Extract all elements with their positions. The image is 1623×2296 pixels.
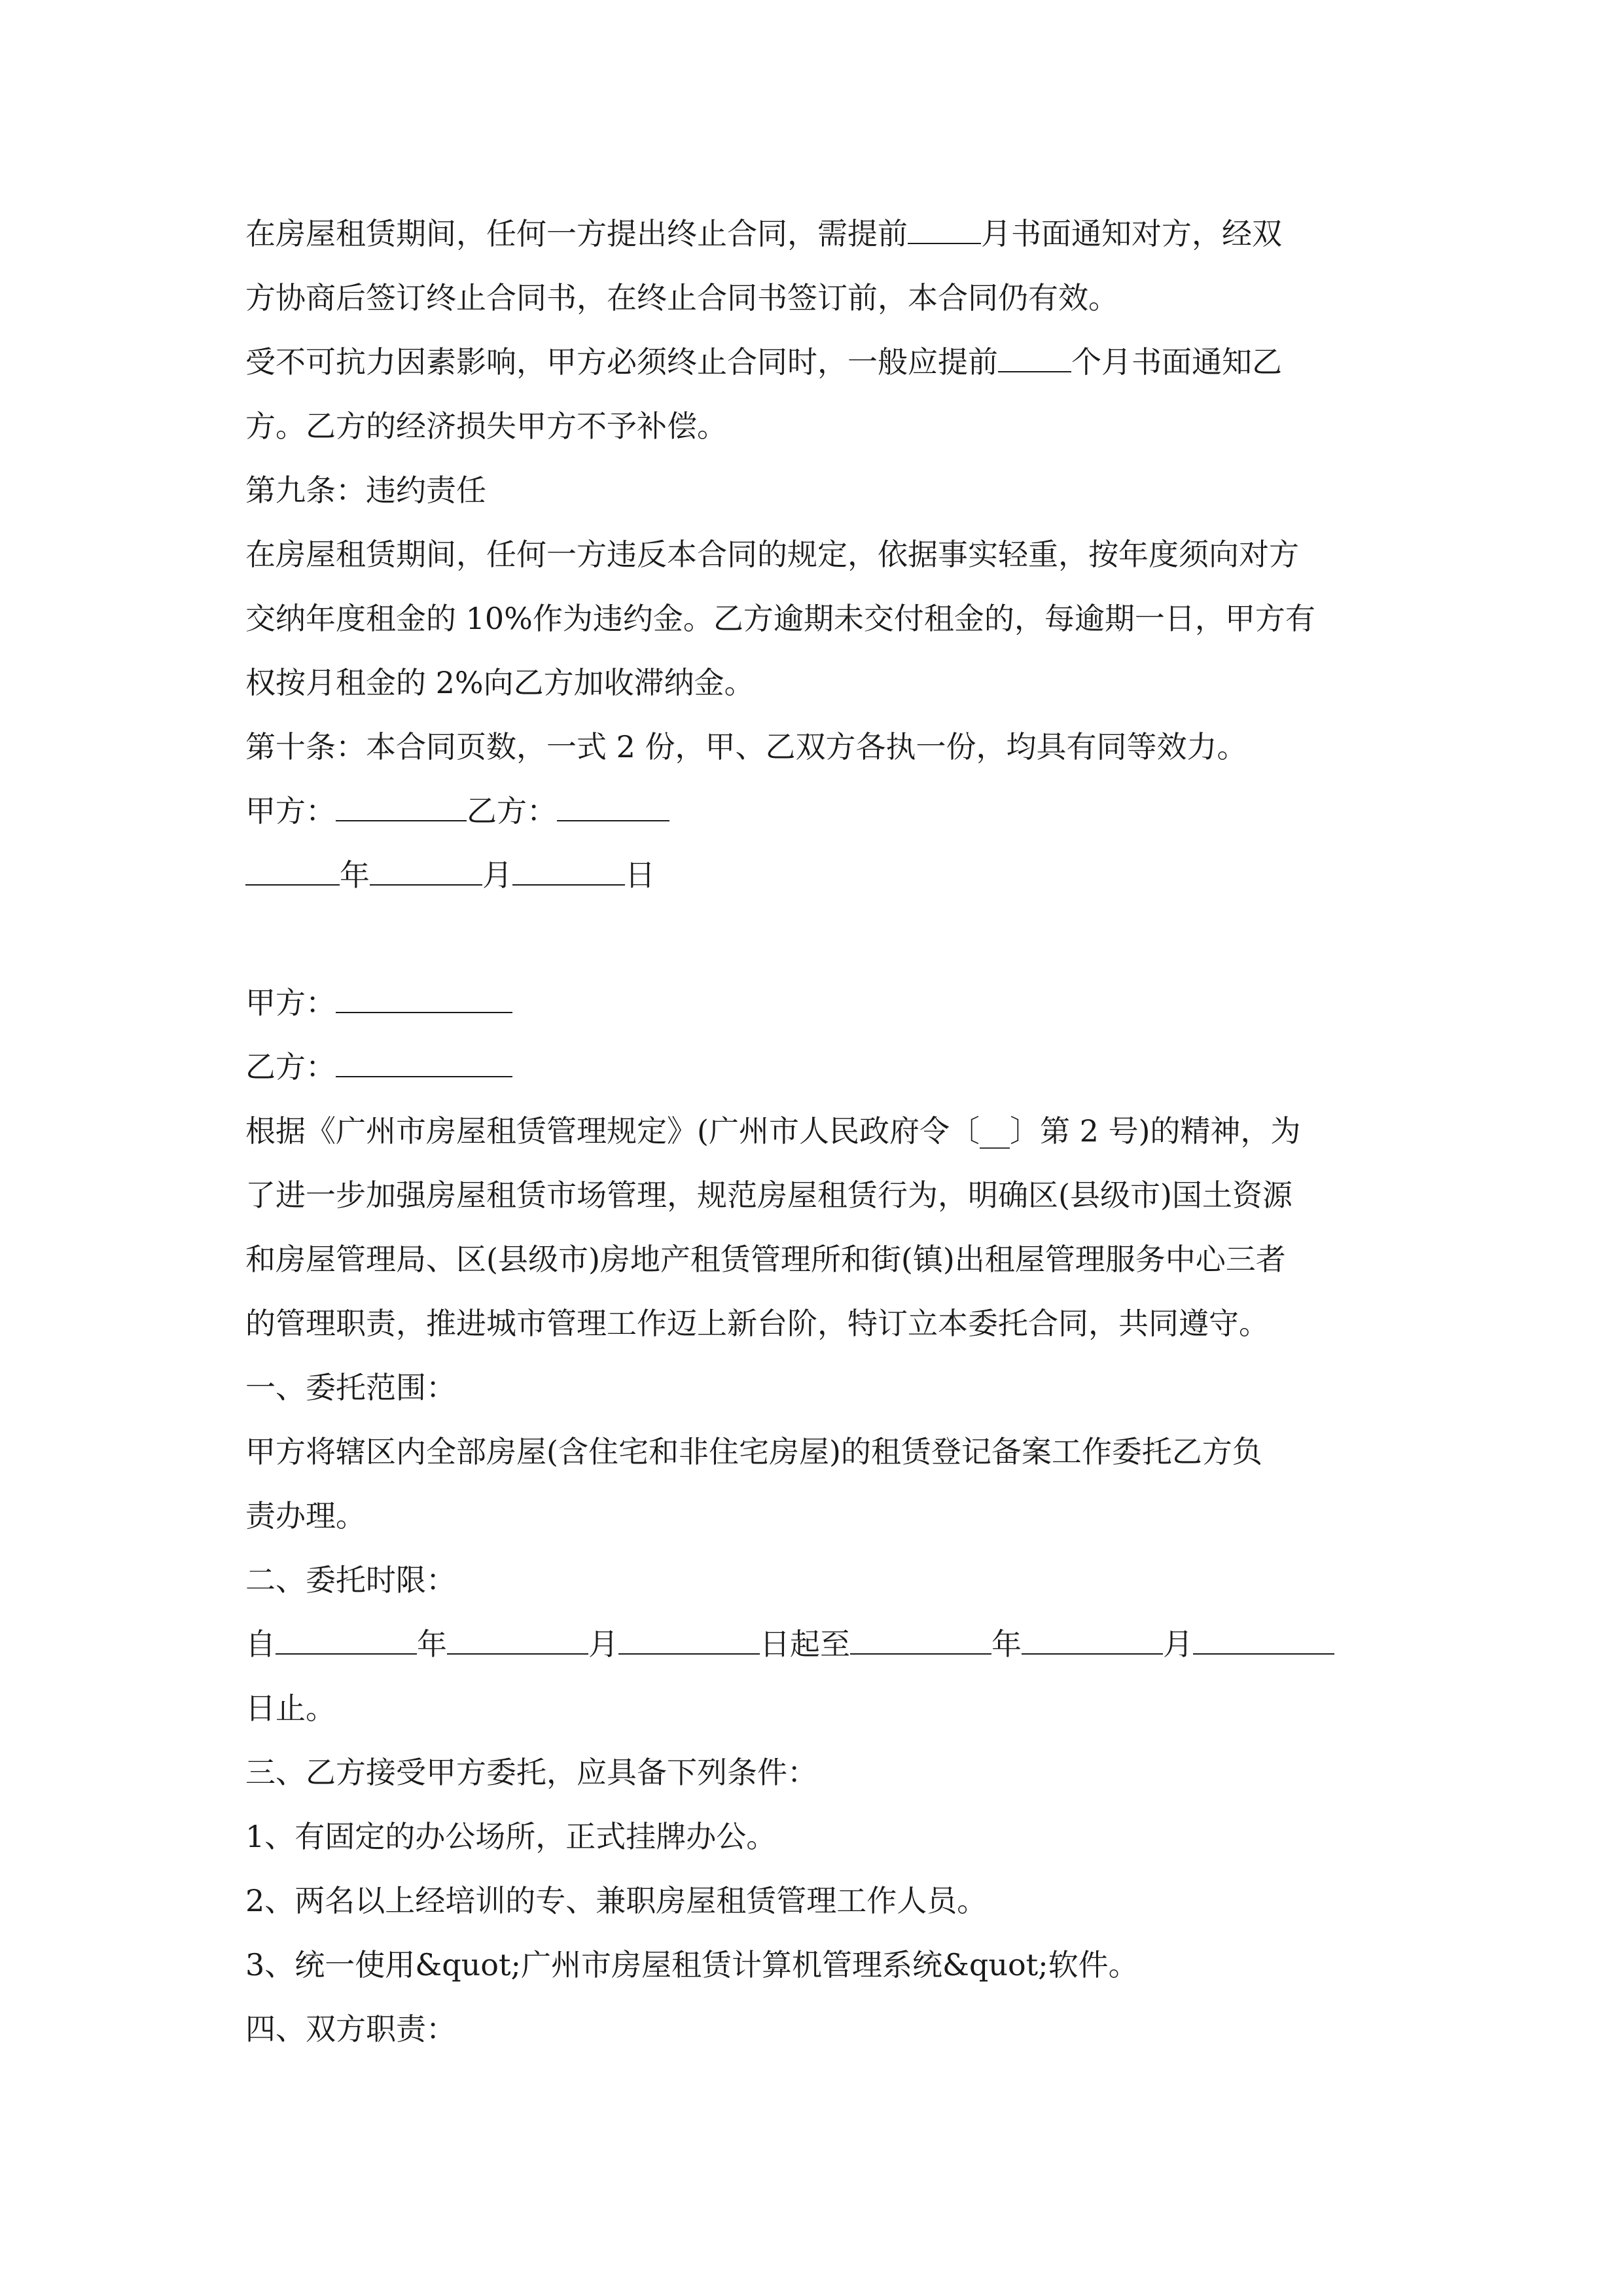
paragraph-line: 日止。 — [245, 1691, 336, 1726]
paragraph-line: 交纳年度租金的 10%作为违约金。乙方逾期未交付租金的，每逾期一日，甲方有 — [245, 601, 1315, 636]
section-heading: 一、委托范围： — [245, 1370, 456, 1405]
party-b-blank — [557, 797, 669, 821]
section-heading: 三、乙方接受甲方委托，应具备下列条件： — [245, 1755, 817, 1790]
list-item: 2、两名以上经培训的专、兼职房屋租赁管理工作人员。 — [245, 1883, 988, 1918]
party-b-blank — [336, 1052, 512, 1077]
paragraph-line: 方。乙方的经济损失甲方不予补偿。 — [245, 408, 727, 444]
year-blank — [245, 861, 340, 886]
section-heading: 二、委托时限： — [245, 1562, 456, 1598]
paragraph-line: 和房屋管理局、区(县级市)房地产租赁管理所和街(镇)出租屋管理服务中心三者 — [245, 1242, 1286, 1277]
party-a-blank — [336, 988, 512, 1013]
section-gap — [245, 907, 1381, 971]
document-body — [245, 202, 1381, 2061]
end-month-blank — [1022, 1630, 1163, 1655]
blank-field — [998, 348, 1071, 372]
start-year-blank — [276, 1630, 417, 1655]
signature-line: 甲方： 乙方： — [245, 779, 1381, 843]
start-month-blank — [447, 1630, 588, 1655]
day-blank — [512, 861, 625, 886]
section-heading: 四、双方职责： — [245, 2011, 456, 2047]
paragraph-line: 根据《广州市房屋租赁管理规定》(广州市人民政府令〔__〕第 2 号)的精神，为 — [245, 1113, 1301, 1149]
paragraph-line: 受不可抗力因素影响，甲方必须终止合同时，一般应提前 个月书面通知乙 — [245, 344, 1282, 380]
party-b-line: 乙方： — [245, 1035, 1381, 1099]
start-day-blank — [618, 1630, 760, 1655]
paragraph-line: 第十条：本合同页数，一式 2 份，甲、乙双方各执一份，均具有同等效力。 — [245, 729, 1247, 764]
paragraph-line: 责办理。 — [245, 1498, 366, 1534]
list-item: 1、有固定的办公场所，正式挂牌办公。 — [245, 1819, 777, 1854]
paragraph-line: 甲方将辖区内全部房屋(含住宅和非住宅房屋)的租赁登记备案工作委托乙方负 — [245, 1434, 1262, 1469]
party-a-blank — [336, 797, 467, 821]
paragraph-line: 在房屋租赁期间，任何一方提出终止合同，需提前 月书面通知对方，经双 — [245, 216, 1282, 251]
article-heading: 第九条：违约责任 — [245, 473, 486, 508]
paragraph-line: 权按月租金的 2%向乙方加收滞纳金。 — [245, 665, 755, 700]
date-line: 年 月 日 — [245, 843, 1381, 907]
term-line: 自 年 月 日起至 年 月 — [245, 1612, 1381, 1676]
blank-field — [908, 219, 981, 244]
paragraph-line: 的管理职责，推进城市管理工作迈上新台阶，特订立本委托合同，共同遵守。 — [245, 1306, 1269, 1341]
end-year-blank — [850, 1630, 991, 1655]
paragraph-line: 了进一步加强房屋租赁市场管理，规范房屋租赁行为，明确区(县级市)国土资源 — [245, 1177, 1293, 1213]
party-a-line: 甲方： — [245, 971, 1381, 1035]
paragraph-line: 在房屋租赁期间，任何一方违反本合同的规定，依据事实轻重，按年度须向对方 — [245, 537, 1299, 572]
paragraph-line: 方协商后签订终止合同书，在终止合同书签订前，本合同仍有效。 — [245, 280, 1118, 315]
month-blank — [370, 861, 482, 886]
list-item: 3、统一使用&quot;广州市房屋租赁计算机管理系统&quot;软件。 — [245, 1947, 1139, 1982]
end-day-blank — [1193, 1630, 1334, 1655]
